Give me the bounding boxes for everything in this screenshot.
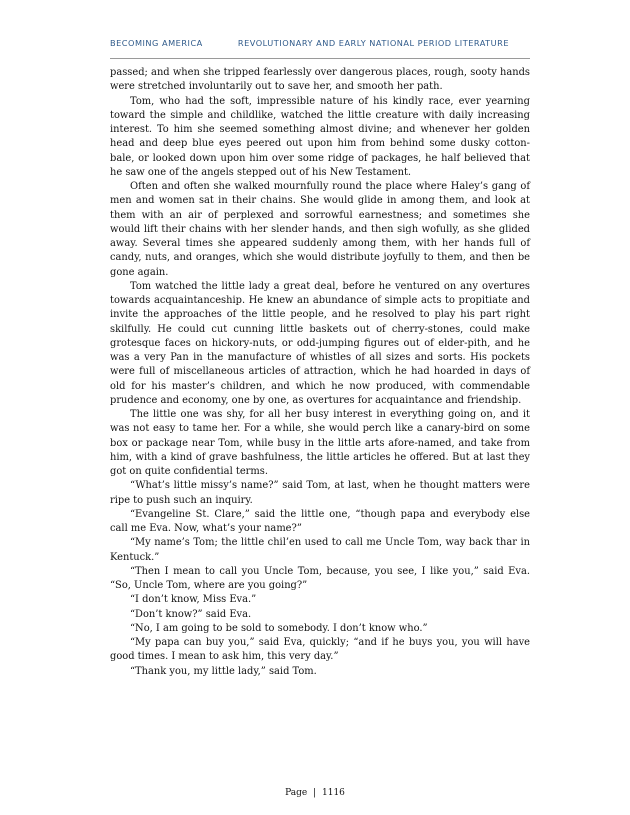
paragraph: “Then I mean to call you Uncle Tom, because, you see, I like you,” said Eva. “So, Uncle Tom, where are you going?” (110, 565, 530, 591)
paragraph: Often and often she walked mournfully round the place where Haley’s gang of men and women sat in their chains. She would glide in among them, and look at them with an air of perplexed and sorrowful earnestness; and sometimes she would lift their chains with her slender hands, and then sigh wofully, as she glided away. Several times she appeared suddenly among them, with her hands full of candy, nuts, and oranges, which she would distribute joyfully to them, and then be gone again. (110, 181, 530, 278)
paragraph: “My name’s Tom; the little chil’en used to call me Uncle Tom, way back thar in Kentuck.” (110, 537, 530, 563)
page-footer (0, 788, 630, 798)
page-separator: | (313, 788, 317, 798)
paragraph: Tom watched the little lady a great deal, before he ventured on any overtures towards acquaintanceship. He knew an abundance of simple acts to propitiate and invite the approaches of the little people, and he resolved to play his part right skilfully. He could cut cunning little baskets out of cherry-stones, could make grotesque faces on hickory-nuts, or odd-jumping figures out of elder-pith, and he was a very Pan in the manufacture of whistles of all sizes and sorts. His pockets were full of miscellaneous articles of attraction, which he had hoarded in days of old for his master’s children, and which he now produced, with commendable prudence and economy, one by one, as overtures for acquaintance and friendship. (110, 280, 530, 406)
page-label: Page (285, 788, 308, 798)
paragraph: “No, I am going to be sold to somebody. I don’t know who.” (130, 622, 428, 634)
running-header (110, 38, 530, 48)
page-number: 1116 (322, 788, 345, 798)
header-section-title: REVOLUTIONARY AND EARLY NATIONAL PERIOD LITERATURE (237, 38, 510, 48)
paragraph: “I don’t know, Miss Eva.” (130, 594, 257, 606)
paragraph: Tom, who had the soft, impressible nature of his kindly race, ever yearning toward the simple and childlike, watched the little creature with daily increasing interest. To him she seemed something almost divine; and whenever her golden head and deep blue eyes peered out upon him from behind some dusky cotton-bale, or looked down upon him over some ridge of packages, he half believed that he saw one of the angels stepped out of his New Testament. (110, 95, 530, 178)
header-book-title: BECOMING AMERICA (110, 38, 203, 48)
paragraph: “Evangeline St. Clare,” said the little one, “though papa and everybody else call me Eva. Now, what’s your name?” (110, 508, 530, 534)
paragraph: passed; and when she tripped fearlessly over dangerous places, rough, sooty hands were stretched involuntarily out to save her, and smooth her path. (110, 67, 530, 93)
paragraph: “Thank you, my little lady,” said Tom. (130, 665, 317, 677)
body-text (110, 66, 530, 679)
paragraph: “My papa can buy you,” said Eva, quickly; “and if he buys you, you will have good times. I mean to ask him, this very day.” (110, 637, 530, 663)
paragraph: “Don’t know?” said Eva. (130, 608, 252, 620)
header-divider (110, 58, 530, 59)
paragraph: “What’s little missy’s name?” said Tom, at last, when he thought matters were ripe to push such an inquiry. (110, 480, 530, 506)
paragraph: The little one was shy, for all her busy interest in everything going on, and it was not easy to tame her. For a while, she would perch like a canary-bird on some box or package near Tom, while busy in the little arts afore-named, and take from him, with a kind of grave bashfulness, the little articles he offered. But at last they got on quite confidential terms. (110, 409, 530, 477)
